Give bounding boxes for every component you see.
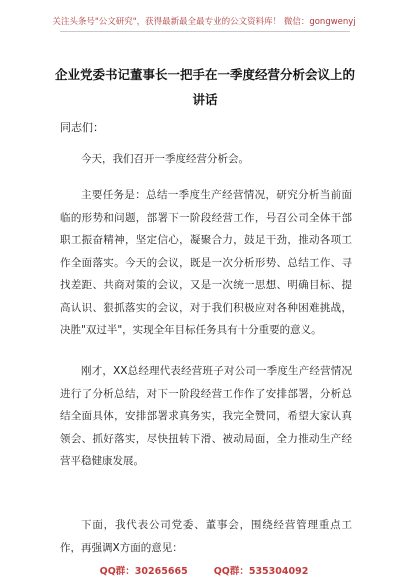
footer-qq-groups [0,563,408,577]
qq-group-2: QQ群：535304092 [213,566,309,577]
qq-group-1: QQ群：30265665 [99,566,188,577]
paragraph-next-points: 下面，我代表公司党委、董事会，围绕经营管理重点工作，再强调X方面的意见： [60,519,352,554]
paragraph-review: 刚才，XX总经理代表经营班子对公司一季度生产经营情况进行了分析总结，对下一阶段经营工作作了安排部署，分析总结全面具体，安排部署求真务实，我完全赞同，希望大家认真领会、抓好落实，尽快扭转下滑、被动局面，全力推动生产经营平稳健康发展。 [60,365,352,467]
document-title: 企业党委书记董事长一把手在一季度经营分析会议上的讲话 [54,67,355,107]
paragraph-main-tasks: 主要任务是：总结一季度生产经营情况，研究分析当前面临的形势和问题，部署下一阶段经营工作，号召公司全体干部职工振奋精神，坚定信心，凝聚合力，鼓足干劲，推动各项工作全面落实。今天的会议，既是一次分析形势、总结工作、寻找差距、共商对策的会议，又是一次统一思想、明确目标、提高认识、狠抓落实的会议，对于我们积极应对各种困难挑战，决胜"双过半"，实现全年目标任务具有十分重要的意义。 [60,189,352,336]
header-divider [60,31,350,32]
paragraph-opening: 今天，我们召开一季度经营分析会。 [81,153,249,165]
header-banner: 关注头条号"公文研究"，获得最新最全最专业的公文资料库！ 微信：gongwenyj [52,17,356,27]
salutation: 同志们： [60,121,104,134]
